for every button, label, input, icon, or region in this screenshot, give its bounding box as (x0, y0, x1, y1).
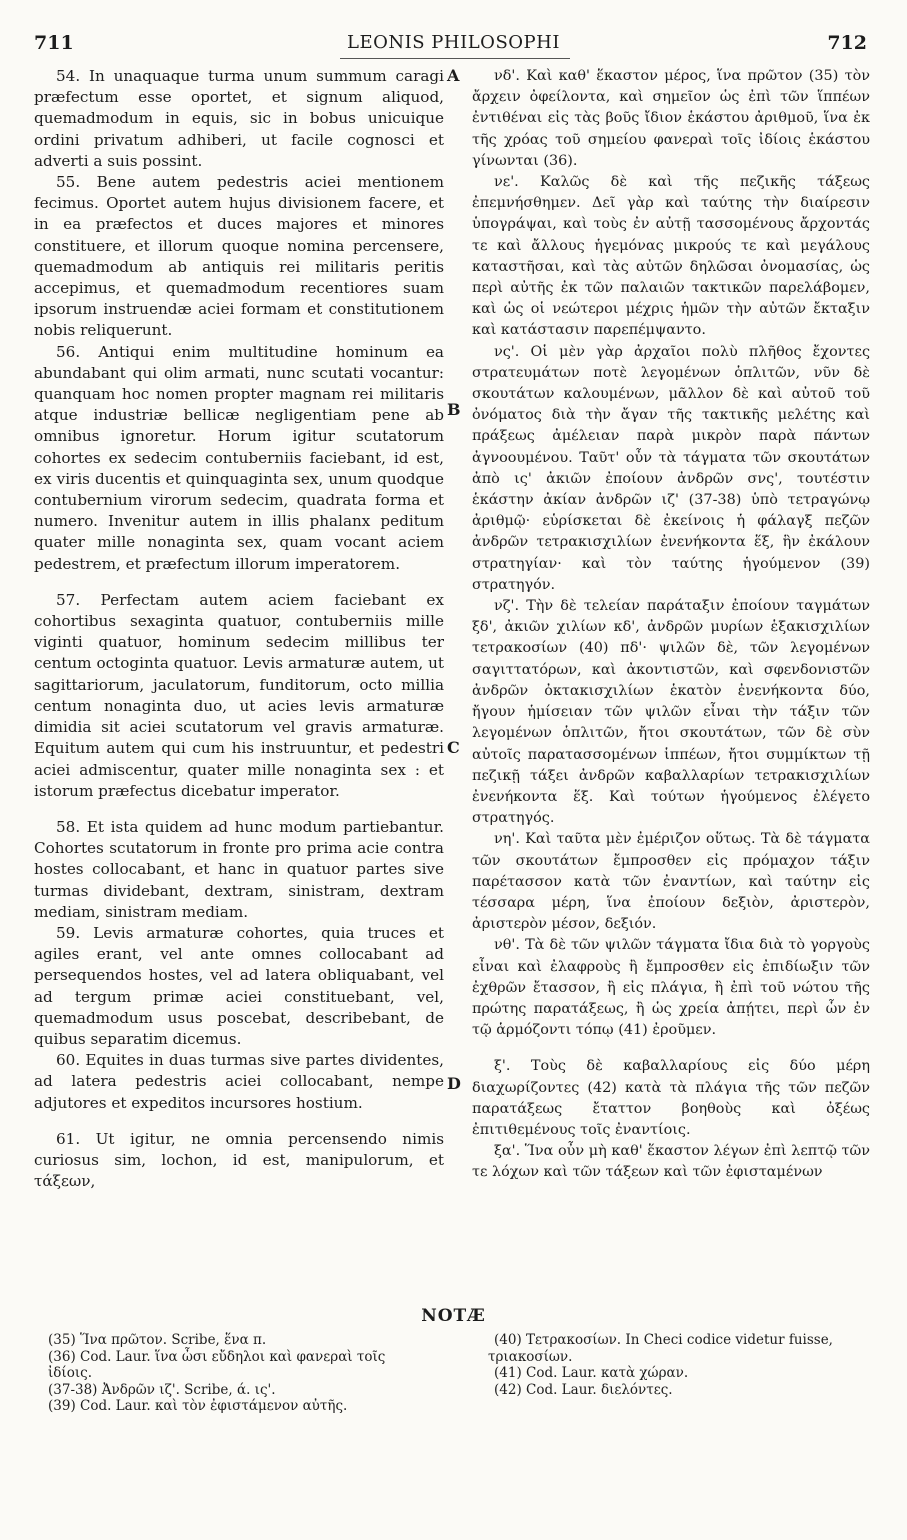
header-rule (340, 58, 570, 59)
page-number-right: 712 (827, 32, 867, 54)
latin-paragraph-54: 54. In unaquaque turma unum summum caragi præfectum esse oportet, et signum aliquod, quemadmodum in equis, sic in bobus unicuique ordini privatum adhiberi, ut facile cognosci et adverti a suis possint. (34, 67, 444, 170)
latin-paragraph-59: 59. Levis armaturæ cohortes, quia truces et agiles erant, vel ante omnes collocabant ad persequendos hostes, vel ad latera obliquabant, vel ad tergum primæ aciei constituebant, vel, quemadmodum usus poscebat, describebant, de quibus separatim dicemus. (34, 923, 444, 1048)
greek-paragraph-60: ξ'. Τοὺς δὲ καβαλλαρίους εἰς δύο μέρη διαχωρίζοντες (42) κατὰ τὰ πλάγια τῆς τῶν πεζῶν παρατάξεως ἔταττον βοηθοὺς καὶ ὀξέως ἐπιτιθεμένους τοῖς ἐναντίοις. (472, 1058, 870, 1138)
paragraph-gap (34, 575, 444, 590)
margin-letter-d: D (447, 1074, 461, 1093)
note-35: (35) Ἵνα πρῶτον. Scribe, ἕνα π. (48, 1332, 267, 1348)
latin-paragraph-61: 61. Ut igitur, ne omnia percensendo nimis curiosus sim, lochon, id est, manipulorum, et τάξεων, (34, 1129, 444, 1191)
greek-paragraph-55: νε'. Καλῶς δὲ καὶ τῆς πεζικῆς τάξεως ἐπεμνήσθημεν. Δεῖ γὰρ καὶ ταύτης τὴν διαίρεσιν ὑπογράψαι, καὶ τοὺς ἐν αὐτῇ τασσομένους ἄρχοντάς τε καὶ ἄλλους ἡγεμόνας μικρούς τε καὶ μεγάλους καταστῆσαι, καὶ τὰς αὐτῶν δηλῶσαι ὀνομασίας, ὡς περὶ αὐτῆς ἐκ τῶν παλαιῶν τακτικῶν παρελάβομεν, καὶ ὡς οἱ νεώτεροι μέχρις ἡμῶν τὴν αὐτῶν ἔκταξιν καὶ κατάστασιν παρεπέμψαντο. (472, 174, 870, 339)
margin-letter-a: A (447, 66, 460, 85)
note-36-continuation: ἰδίοις. (48, 1365, 92, 1381)
margin-letter-c: C (447, 738, 460, 757)
note-41: (41) Cod. Laur. κατὰ χώραν. (494, 1365, 689, 1381)
latin-paragraph-58: 58. Et ista quidem ad hunc modum partiebantur. Cohortes scutatorum in fronte pro prima acie contra hostes collocabant, et hanc in quatuor partes sive turmas dividebant, dextram, sinistram, dextram mediam, sinistram mediam. (34, 817, 444, 921)
paragraph-gap (34, 802, 444, 817)
margin-letter-b: B (447, 400, 461, 419)
running-title: LEONIS PHILOSOPHI (347, 32, 560, 53)
note-39: (39) Cod. Laur. καὶ τὸν ἐφιστάμενον αὐτῆς. (48, 1398, 348, 1414)
note-40: (40) Τετρακοσίων. In Checi codice videtur fuisse, τριακοσίων. (488, 1332, 833, 1365)
greek-paragraph-59: νθ'. Τὰ δὲ τῶν ψιλῶν τάγματα ἴδια διὰ τὸ γοργοὺς εἶναι καὶ ἐλαφροὺς ἢ ἔμπροσθεν εἰς ἐπιδίωξιν τῶν ἐχθρῶν ἔτασσον, ἢ εἰς πλάγια, ἢ ἐπὶ τοῦ νώτου τῆς πρώτης παρατάξεως, ἢ ὡς χρεία ἀπῄτει, περὶ ὧν ἐν τῷ ἁρμόζοντι τόπῳ (41) ἐροῦμεν. (472, 937, 870, 1039)
greek-paragraph-61: ξα'. Ἵνα οὖν μὴ καθ' ἕκαστον λέγων ἐπὶ λεπτῷ τῶν τε λόχων καὶ τῶν τάξεων καὶ τῶν ἐφισταμένων (472, 1143, 870, 1181)
paragraph-gap (472, 1041, 870, 1056)
notes-heading: NOTÆ (421, 1306, 486, 1326)
notes-left-column (48, 1332, 448, 1415)
note-37-38: (37-38) Ἀνδρῶν ιζ'. Scribe, ά. ις'. (48, 1381, 276, 1398)
page-number-left: 711 (34, 32, 74, 54)
note-36: (36) Cod. Laur. ἵνα ὦσι εὔδηλοι καὶ φανεραὶ τοῖς (48, 1348, 386, 1365)
latin-paragraph-56: 56. Antiqui enim multitudine hominum ea abundabant qui olim armati, nunc scutati vocantur: quanquam hoc nomen propter magnam rei militaris atque industriæ bellicæ negligentiam pene ab omnibus ignoretur. Horum igitur scutatorum cohortes ex sedecim contuberniis faciebant, id est, ex viris ducentis et quinquaginta sex, unum quodque contubernium virorum sedecim, quadrata forma et numero. Invenitur autem in illis phalanx peditum quater mille nonaginta sex, quam vocant aciem pedestrem, et præfectum illorum imperatorem. (34, 342, 444, 573)
latin-paragraph-60: 60. Equites in duas turmas sive partes dividentes, ad latera pedestris aciei collocabant, nempe adjutores et expeditos incursores hostium. (34, 1051, 444, 1112)
greek-paragraph-58: νη'. Καὶ ταῦτα μὲν ἐμέριζον οὕτως. Τὰ δὲ τάγματα τῶν σκουτάτων ἔμπροσθεν εἰς πρόμαχον τάξιν παρέτασσον κατὰ τῶν ἐναντίων, καὶ ταύτην εἰς τέσσαρα μέρη, ἵνα ἐποίουν δεξιὸν, ἀριστερὸν, ἀριστερὸν μέσον, δεξιόν. (472, 831, 870, 933)
greek-paragraph-57: νζ'. Τὴν δὲ τελείαν παράταξιν ἐποίουν ταγμάτων ξδ', ἀκιῶν χιλίων κδ', ἀνδρῶν μυρίων ἑξακισχιλίων τετρακοσίων (40) πδ'· ψιλῶν δὲ, τῶν λεγομένων σαγιττατόρων, καὶ ἀκοντιστῶν, καὶ σφενδονιστῶν ἀνδρῶν ὀκτακισχιλίων ἑκατὸν ἐνενήκοντα δύο, ἤγουν ἡμίσειαν τῶν ψιλῶν εἶναι τὴν τάξιν τῶν λεγομένων ὁπλιτῶν, ἤτοι σκουτάτων, τῶν δὲ σὺν αὐτοῖς παρατασσομένων ἱππέων, ἤτοι συμμίκτων τῇ πεζικῇ τάξει ἀνδρῶν καβαλλαρίων τετρακισχιλίων ἐνενήκοντα ἕξ. Καὶ τούτων ἡγούμενος ἐλέγετο στρατηγός. (472, 598, 870, 827)
greek-paragraph-54: νδ'. Καὶ καθ' ἕκαστον μέρος, ἵνα πρῶτον (35) τὸν ἄρχειν ὀφείλοντα, καὶ σημεῖον ὡς ἐπὶ τῶν ἵππέων ἐντιθέναι εἰς τὰς βοῦς ἴδιον ἑκάστου ἀριθμοῦ, ἵνα ἐκ τῆς χρόας τοῦ σημείου φανεραὶ τοῖς ἰδίοις ἑκάστου γίνωνται (36). (472, 68, 870, 169)
notes-right-column (488, 1332, 878, 1398)
paragraph-gap (34, 1114, 444, 1129)
note-42: (42) Cod. Laur. διελόντες. (494, 1381, 673, 1398)
greek-paragraph-56: νς'. Οἱ μὲν γὰρ ἀρχαῖοι πολὺ πλῆθος ἔχοντες στρατευμάτων ποτὲ λεγομένων ὁπλιτῶν, νῦν δὲ σκουτάτων καλουμένων, μᾶλλον δὲ καὶ αὐτοῦ τοῦ ὀνόματος διὰ τὴν ἄγαν τῆς τακτικῆς μελέτης καὶ πράξεως ἀμέλειαν παρὰ μικρὸν παρὰ πάντων ἀγνοουμένου. Ταῦτ' οὖν τὰ τάγματα τῶν σκουτάτων ἀπὸ ις' ἀκιῶν ἐποίουν ἀνδρῶν σνς', τουτέστιν ἑκάστην ἀκίαν ἀνδρῶν ιζ' (37-38) ὑπὸ τετραγώνῳ ἀριθμῷ· εὑρίσκεται δὲ ἐκείνοις ἡ φάλαγξ πεζῶν ἀνδρῶν τετρακισχιλίων ἐνενήκοντα ἕξ, ἣν ἐκάλουν στρατηγίαν· καὶ τὸν ταύτης ἡγούμενον (39) στρατηγόν. (472, 343, 870, 593)
latin-column (34, 66, 444, 1296)
latin-paragraph-55: 55. Bene autem pedestris aciei mentionem fecimus. Oportet autem hujus divisionem facere, et in ea præfectos et duces majores et minores constituere, et illorum quoque nomina percensere, quemadmodum ab antiquis rei militaris peritis accepimus, et quemadmodum recentiores suam ipsorum instruendæ aciei formam et constitutionem nobis reliquerunt. (34, 173, 444, 340)
greek-column (472, 66, 870, 1296)
latin-paragraph-57: 57. Perfectam autem aciem faciebant ex cohortibus sexaginta quatuor, contuberniis mille viginti quatuor, hominum sedecim millibus ter centum octoginta quatuor. Levis armaturæ autem, ut sagittariorum, jaculatorum, funditorum, octo millia centum nonaginta duo, ut acies levis armaturæ dimidia sit aciei scutatorum vel gravis armaturæ. Equitum autem qui cum his instruuntur, et pedestri aciei admiscentur, quater mille nonaginta sex : et istorum præfectus dicebatur imperator. (34, 590, 444, 800)
